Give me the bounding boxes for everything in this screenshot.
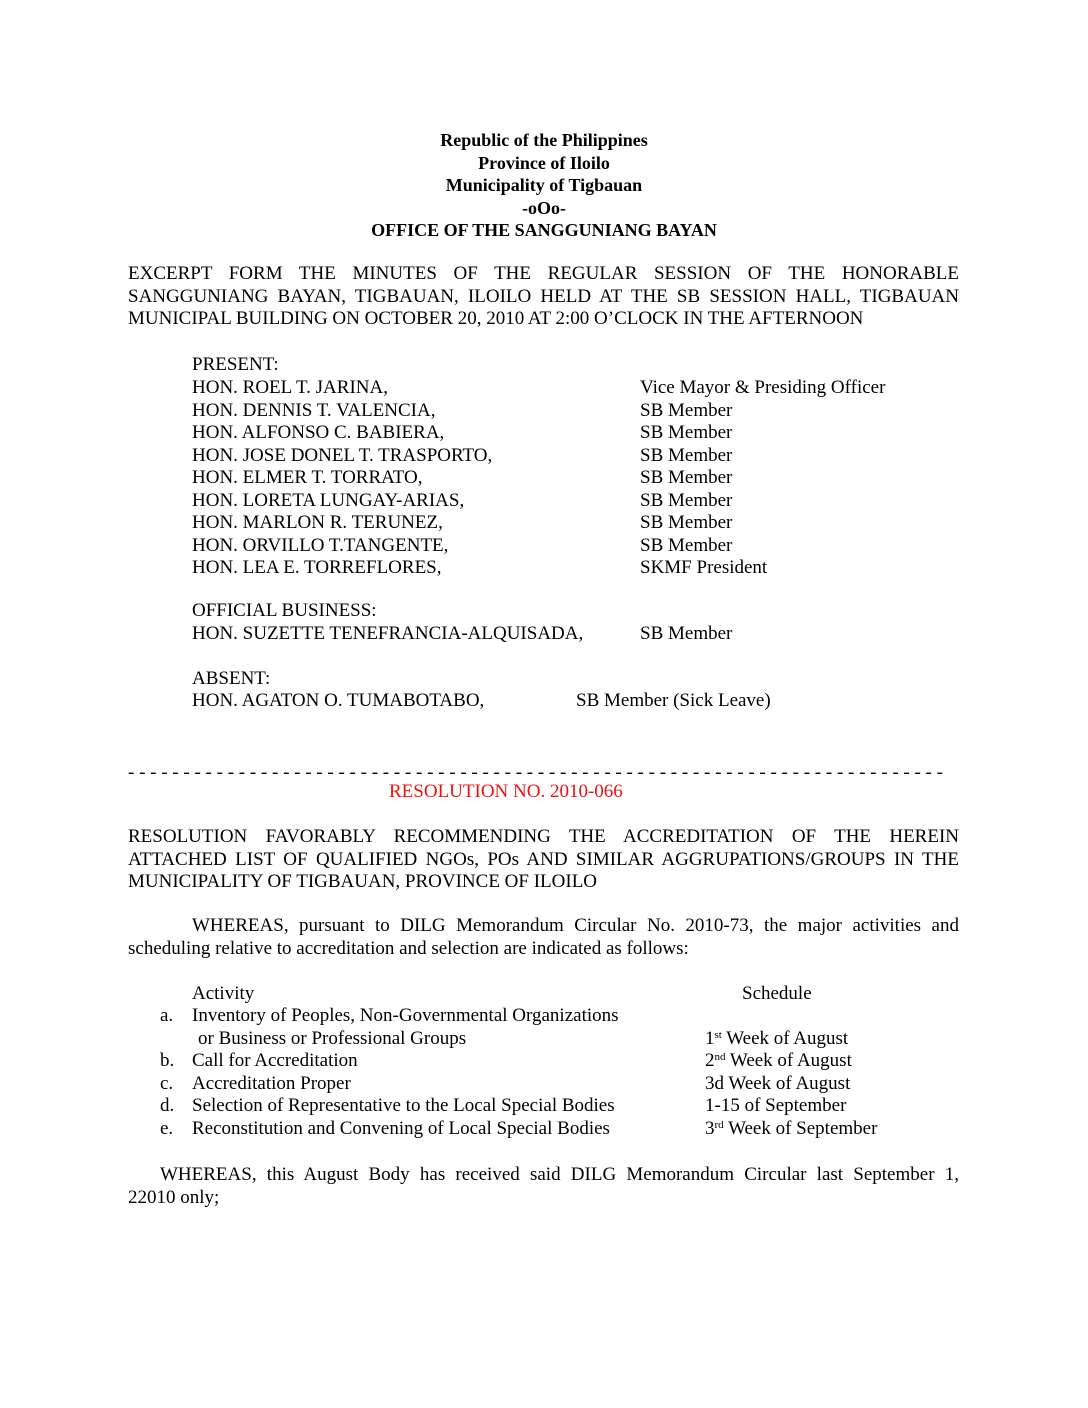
schedule-item-letter: e. (160, 1117, 174, 1139)
excerpt-line: SANGGUNIANG BAYAN, TIGBAUAN, ILOILO HELD AT THE SB SESSION HALL, TIGBAUAN (128, 285, 959, 307)
header-municipality: Municipality of Tigbauan (445, 175, 643, 195)
official-business-heading: OFFICIAL BUSINESS: (192, 600, 377, 621)
whereas-line: scheduling relative to accreditation and selection are indicated as follows: (128, 937, 689, 959)
excerpt-paragraph (128, 263, 959, 331)
present-member-name: HON. DENNIS T. VALENCIA, (192, 399, 436, 421)
present-member-name: HON. ALFONSO C. BABIERA, (192, 422, 445, 443)
schedule-date-suffix: st (714, 1028, 722, 1041)
whereas-paragraph-1 (128, 915, 959, 960)
present-member-name: HON. JOSE DONEL T. TRASPORTO, (192, 444, 493, 466)
schedule-date-text: 3 (705, 1117, 715, 1139)
schedule-column-header: Schedule (742, 983, 812, 1004)
official-business-name: HON. SUZETTE TENEFRANCIA-ALQUISADA, (192, 623, 584, 644)
schedule-date-text: 3d Week of August (705, 1072, 851, 1094)
schedule-item-date (705, 1050, 852, 1073)
schedule-item-letter: c. (160, 1072, 174, 1094)
schedule-date-suffix: rd (714, 1118, 724, 1131)
present-member-name: HON. MARLON R. TERUNEZ, (192, 512, 443, 533)
schedule-item-letter: d. (160, 1095, 175, 1116)
absent-heading: ABSENT: (192, 668, 271, 689)
schedule-date-text: 1 (705, 1027, 715, 1049)
dashed-separator: - - - - - - - - - - - - - - - - - - - - - - - - - - - - - - - - - - - - - - - - - - - - - - - - - - - - - - - - - - - - - - - - - - - - - - - - - - (128, 762, 943, 783)
present-member-role: SKMF President (640, 557, 768, 578)
schedule-item-date (705, 1095, 846, 1118)
whereas-line: WHEREAS, this August Body has received said DILG Memorandum Circular last September 1, (160, 1164, 959, 1185)
resolution-title-line: RESOLUTION FAVORABLY RECOMMENDING THE ACCREDITATION OF THE HEREIN (128, 826, 959, 847)
header-separator: -oOo- (522, 197, 566, 218)
present-member-role: SB Member (640, 534, 733, 556)
present-member-role: SB Member (640, 512, 733, 533)
whereas-line: 22010 only; (128, 1186, 220, 1208)
resolution-title-line: MUNICIPALITY OF TIGBAUAN, PROVINCE OF ILOILO (128, 871, 598, 892)
present-member-role: SB Member (640, 422, 733, 443)
resolution-title-line: ATTACHED LIST OF QUALIFIED NGOs, POs AND SIMILAR AGGRUPATIONS/GROUPS IN THE (128, 848, 959, 870)
present-member-role: SB Member (640, 444, 733, 466)
schedule-item-date (705, 1118, 877, 1141)
schedule-item-activity: Inventory of Peoples, Non-Governmental Organizations (192, 1005, 619, 1026)
present-member-role: Vice Mayor & Presiding Officer (640, 377, 886, 398)
schedule-item-date (705, 1073, 850, 1096)
present-member-name: HON. LEA E. TORREFLORES, (192, 557, 442, 578)
schedule-item-letter: a. (160, 1005, 174, 1026)
resolution-title (128, 826, 959, 894)
header-republic: Republic of the Philippines (440, 130, 648, 150)
schedule-item-activity: Selection of Representative to the Local Special Bodies (192, 1095, 615, 1116)
schedule-item-date (705, 1028, 848, 1051)
schedule-date-text: 1-15 of September (705, 1095, 847, 1116)
header-office: OFFICE OF THE SANGGUNIANG BAYAN (371, 220, 717, 240)
official-business-role: SB Member (640, 623, 733, 644)
present-member-name: HON. ORVILLO T.TANGENTE, (192, 534, 449, 556)
absent-name: HON. AGATON O. TUMABOTABO, (192, 690, 485, 711)
absent-role: SB Member (Sick Leave) (576, 690, 771, 711)
excerpt-line: MUNICIPAL BUILDING ON OCTOBER 20, 2010 AT 2:00 O’CLOCK IN THE AFTERNOON (128, 308, 864, 329)
schedule-item-letter: b. (160, 1050, 175, 1071)
schedule-item-activity-cont: or Business or Professional Groups (198, 1027, 467, 1049)
schedule-date-rest: Week of August (721, 1027, 849, 1049)
resolution-number: RESOLUTION NO. 2010-066 (389, 781, 623, 802)
present-member-role: SB Member (640, 467, 733, 488)
present-member-role: SB Member (640, 489, 733, 511)
schedule-date-rest: Week of September (723, 1117, 878, 1139)
schedule-date-suffix: nd (714, 1051, 726, 1063)
present-member-role: SB Member (640, 399, 733, 421)
whereas-paragraph-2 (128, 1164, 959, 1209)
present-member-name: HON. ROEL T. JARINA, (192, 377, 388, 398)
present-member-name: HON. LORETA LUNGAY-ARIAS, (192, 489, 465, 511)
schedule-date-rest: Week of August (725, 1050, 852, 1071)
schedule-item-activity: Reconstitution and Convening of Local Special Bodies (192, 1117, 610, 1139)
excerpt-line: EXCERPT FORM THE MINUTES OF THE REGULAR SESSION OF THE HONORABLE (128, 263, 959, 284)
present-heading: PRESENT: (192, 354, 279, 375)
schedule-date-text: 2 (705, 1050, 715, 1071)
header-province: Province of Iloilo (478, 152, 610, 173)
schedule-item-activity: Accreditation Proper (192, 1072, 351, 1094)
schedule-item-activity: Call for Accreditation (192, 1050, 358, 1071)
letterhead (0, 129, 1088, 242)
whereas-line: WHEREAS, pursuant to DILG Memorandum Circular No. 2010-73, the major activities and (192, 915, 959, 936)
activity-column-header: Activity (192, 983, 255, 1004)
present-member-name: HON. ELMER T. TORRATO, (192, 467, 423, 488)
